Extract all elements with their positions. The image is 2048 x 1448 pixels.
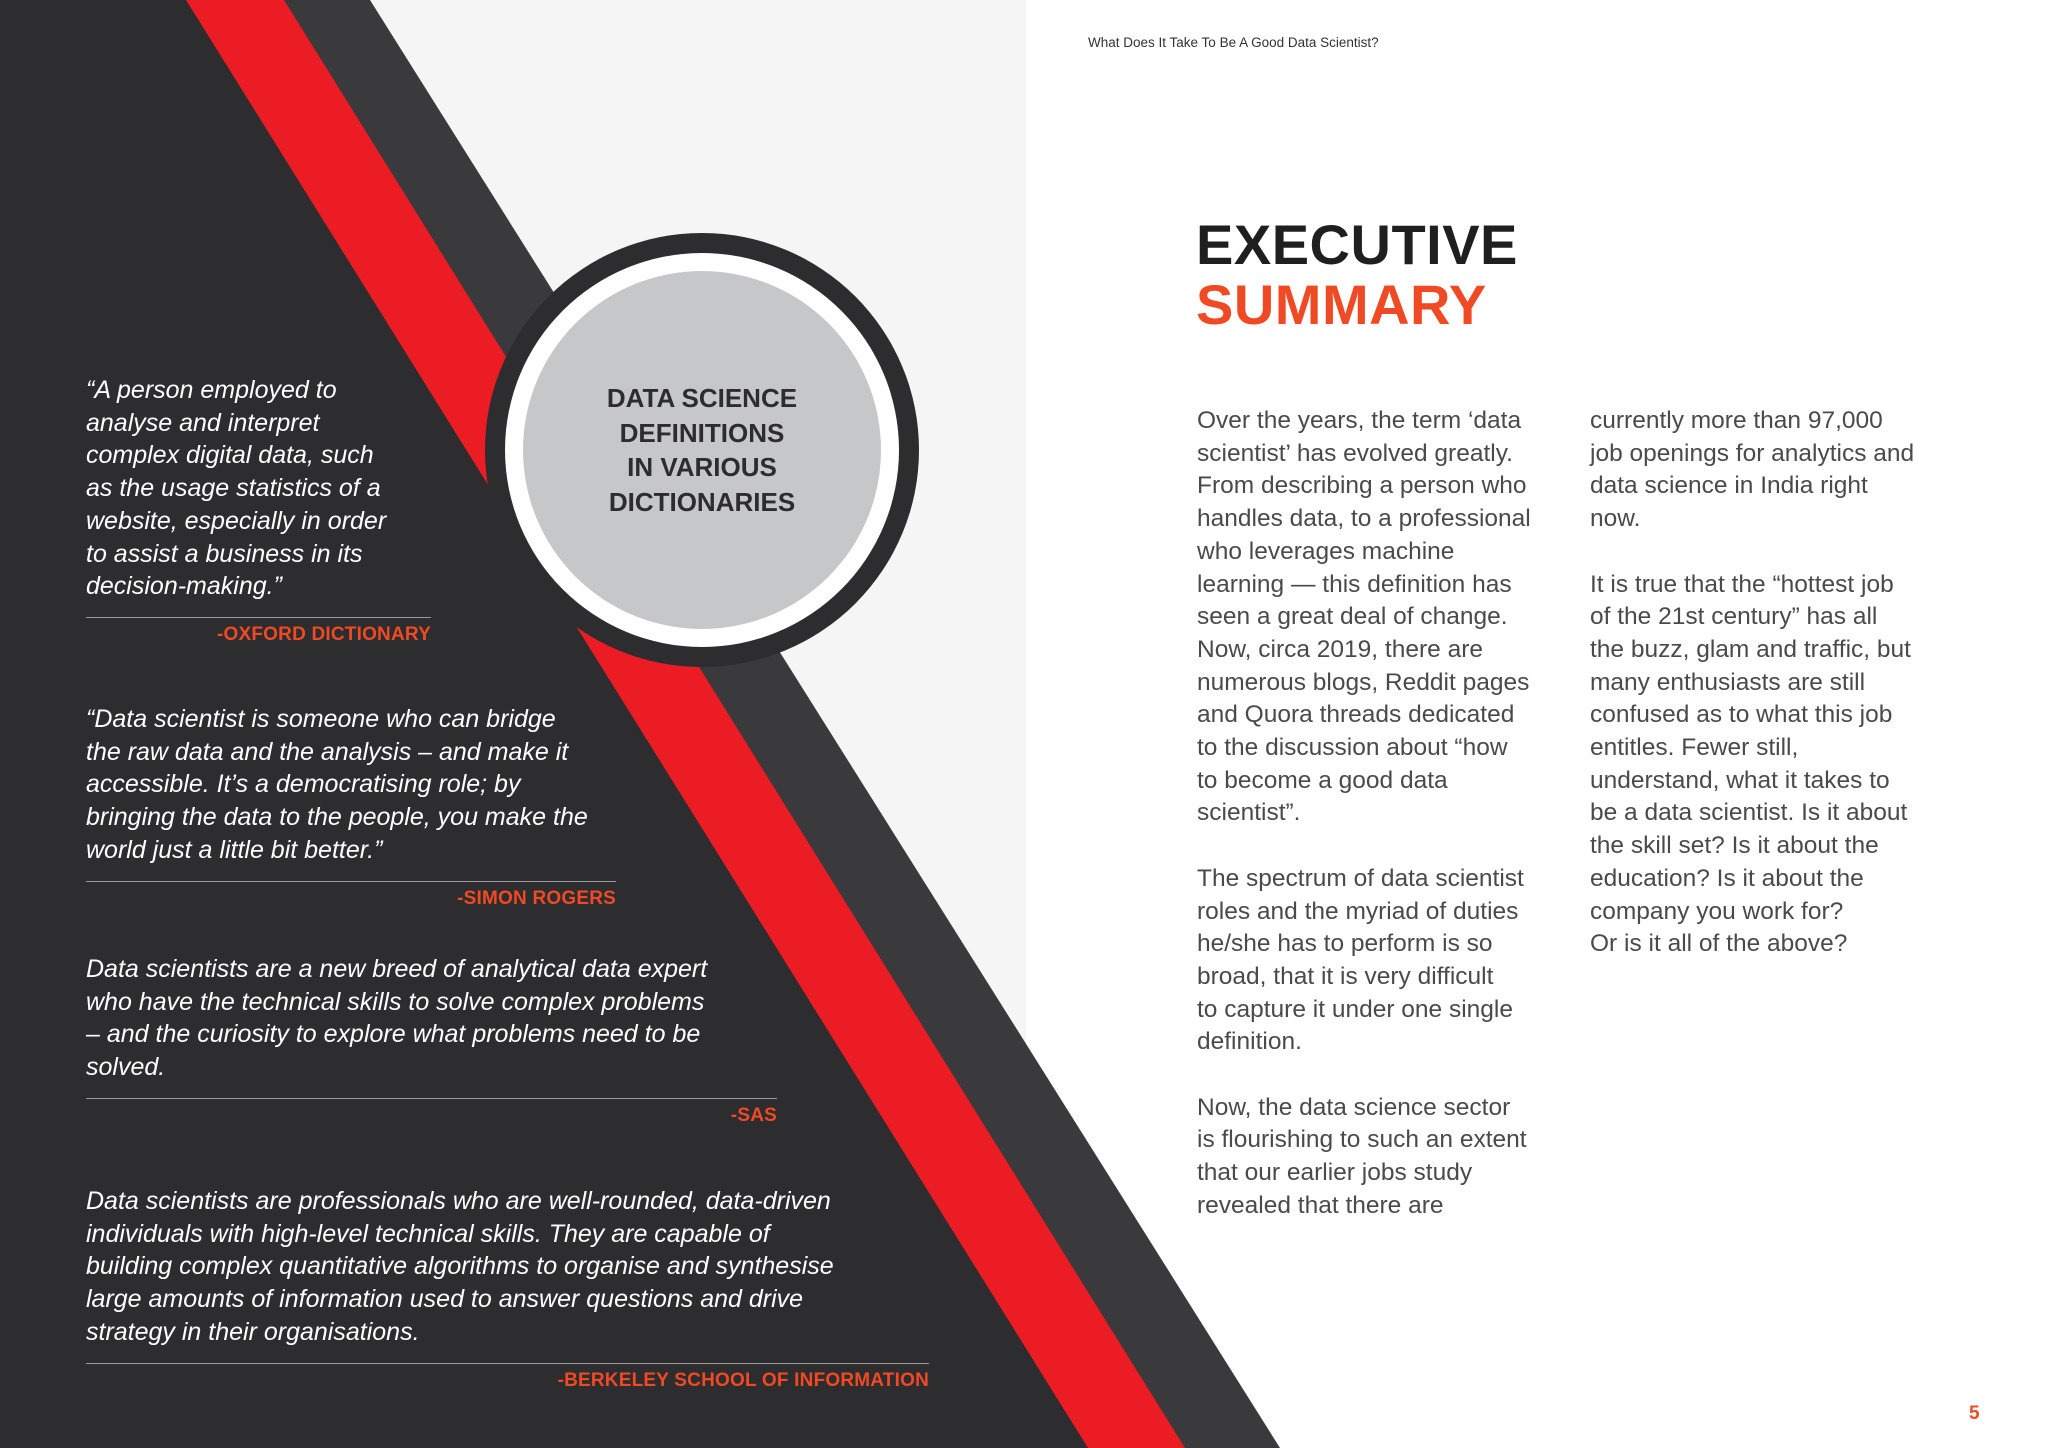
quote-text: “Data scientist is someone who can bridge the raw data and the analysis – and make it accessible. It’s a democratising role; by bringing the data to the people, you make the world just a little bit better.” [86,705,588,864]
quote-sas [86,953,777,1127]
body-paragraph: Now, the data science sector is flourishing to such an extent that our earlier jobs study revealed that there are [1197,1093,1527,1219]
running-header: What Does It Take To Be A Good Data Scientist? [1088,35,1379,50]
quote-divider [86,617,431,618]
page-number: 5 [1969,1403,1980,1424]
quote-divider [86,1098,777,1099]
quote-text: Data scientists are professionals who are well-rounded, data-driven individuals with high-level technical skills. They are capable of building complex quantitative algorithms to organise and synthesise large amounts of information used to answer questions and drive strategy in their organisations. [86,1187,834,1346]
quote-text: Data scientists are a new breed of analytical data expert who have the technical skills to solve complex problems – and the curiosity to explore what problems need to be solved. [86,955,708,1082]
body-paragraph: The spectrum of data scientist roles and the myriad of duties he/she has to perform is so broad, that it is very difficult to capture it under one single definition. [1197,864,1524,1056]
title-executive: EXECUTIVE [1196,213,1518,276]
circle-title: DATA SCIENCE DEFINITIONS IN VARIOUS DICTIONARIES [606,383,798,517]
body-column-2 [1590,405,1990,994]
body-column-1 [1197,405,1577,1255]
circle-badge [523,271,881,629]
quote-source: -OXFORD DICTIONARY [216,623,431,645]
quote-source: -BERKELEY SCHOOL OF INFORMATION [557,1369,929,1391]
body-paragraph: It is true that the “hottest job of the 21st century” has all the buzz, glam and traffic, but many enthusiasts are still confused as to what this job entitles. Fewer still, understand, what it takes to be a data scientist. Is it about the skill set? Is it about the education? Is it about the company you work for? Or is it all of the above? [1590,570,1911,958]
quote-simon-rogers [86,703,616,910]
quote-divider [86,881,616,882]
body-paragraph: Over the years, the term ‘data scientist’ has evolved greatly. From describing a person who handles data, to a professional who leverages machine learning — this definition has seen a great deal of change. Now, circa 2019, there are numerous blogs, Reddit pages and Quora threads dedicated to the discussion about “how to become a good data scientist”. [1197,407,1531,827]
quote-source: -SIMON ROGERS [457,887,616,909]
quote-text: “A person employed to analyse and interpret complex digital data, such as the usage statistics of a website, especially in order to assist a business in its decision-making.” [86,376,387,601]
quote-berkeley [86,1185,929,1392]
quote-source: -SAS [730,1104,777,1126]
body-paragraph: currently more than 97,000 job openings for analytics and data science in India right now. [1590,407,1915,533]
quote-oxford [86,374,431,646]
title-summary: SUMMARY [1196,273,1487,336]
quote-divider [86,1363,929,1364]
